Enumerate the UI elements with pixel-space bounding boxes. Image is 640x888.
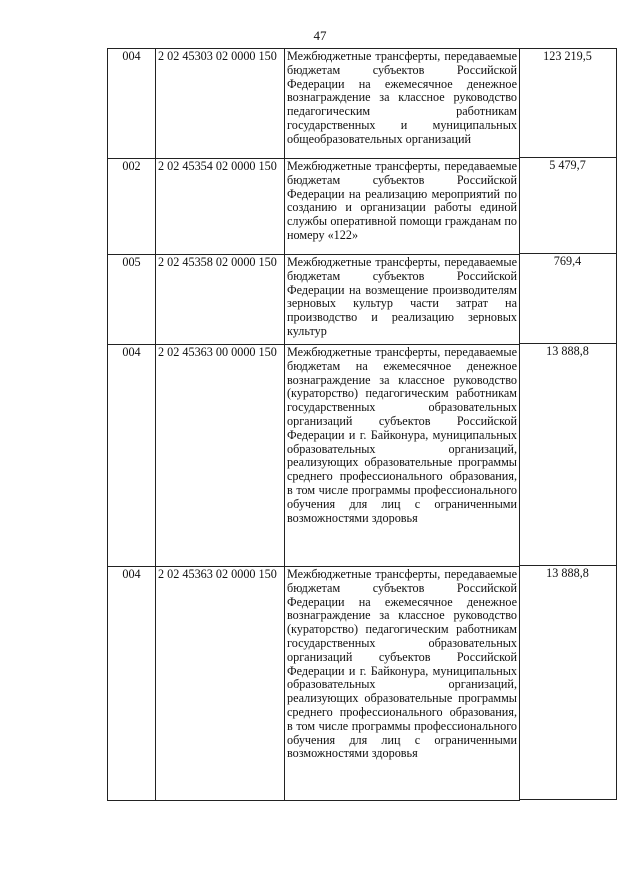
budget-classification-code-cell: 2 02 45363 02 0000 150 bbox=[156, 567, 285, 801]
table-row bbox=[108, 255, 520, 345]
amount-cell: 123 219,5 bbox=[519, 48, 617, 158]
admin-code-cell: 002 bbox=[108, 159, 156, 255]
budget-classification-code-cell: 2 02 45363 00 0000 150 bbox=[156, 345, 285, 567]
budget-classification-code-cell: 2 02 45358 02 0000 150 bbox=[156, 255, 285, 345]
page-number: 47 bbox=[313, 28, 327, 43]
budget-revenue-table bbox=[107, 48, 520, 801]
admin-code-cell: 004 bbox=[108, 567, 156, 801]
budget-classification-code-cell: 2 02 45303 02 0000 150 bbox=[156, 49, 285, 159]
table-row bbox=[108, 49, 520, 159]
table-row bbox=[108, 567, 520, 801]
amount-cell: 769,4 bbox=[519, 254, 617, 344]
admin-code-cell: 005 bbox=[108, 255, 156, 345]
amount-cell: 5 479,7 bbox=[519, 158, 617, 254]
description-cell: Межбюджетные трансферты, передаваемые бюджетам субъектов Российской Федерации на ежемесячное денежное вознаграждение за классное руководство педагогическим работникам государственных и муниципальных общеобразовательных организаций bbox=[285, 49, 520, 159]
amount-column bbox=[519, 48, 617, 800]
admin-code-cell: 004 bbox=[108, 345, 156, 567]
table-row bbox=[108, 159, 520, 255]
description-cell: Межбюджетные трансферты, передаваемые бюджетам субъектов Российской Федерации на возмещение производителям зерновых культур части затрат на производство и реализацию зерновых культур bbox=[285, 255, 520, 345]
description-cell: Межбюджетные трансферты, передаваемые бюджетам субъектов Российской Федерации на ежемесячное денежное вознаграждение за классное руководство (кураторство) педагогическим работникам государственных образовательных организаций субъектов Российской Федерации и г. Байконура, муниципальных образовательных организаций, реализующих образовательные программы среднего профессионального образования, в том числе программы профессионального обучения для лиц с ограниченными возможностями здоровья bbox=[285, 567, 520, 801]
table-row bbox=[108, 345, 520, 567]
amount-cell: 13 888,8 bbox=[519, 566, 617, 800]
amount-cell: 13 888,8 bbox=[519, 344, 617, 566]
description-cell: Межбюджетные трансферты, передаваемые бюджетам на ежемесячное денежное вознаграждение за классное руководство (кураторство) педагогическим работникам государственных образовательных организаций субъектов Российской Федерации и г. Байконура, муниципальных образовательных организаций, реализующих образовательные программы среднего профессионального образования, в том числе программы профессионального обучения для лиц с ограниченными возможностями здоровья bbox=[285, 345, 520, 567]
admin-code-cell: 004 bbox=[108, 49, 156, 159]
description-cell: Межбюджетные трансферты, передаваемые бюджетам субъектов Российской Федерации на реализацию мероприятий по созданию и организации работы единой службы оперативной помощи гражданам по номеру «122» bbox=[285, 159, 520, 255]
budget-classification-code-cell: 2 02 45354 02 0000 150 bbox=[156, 159, 285, 255]
